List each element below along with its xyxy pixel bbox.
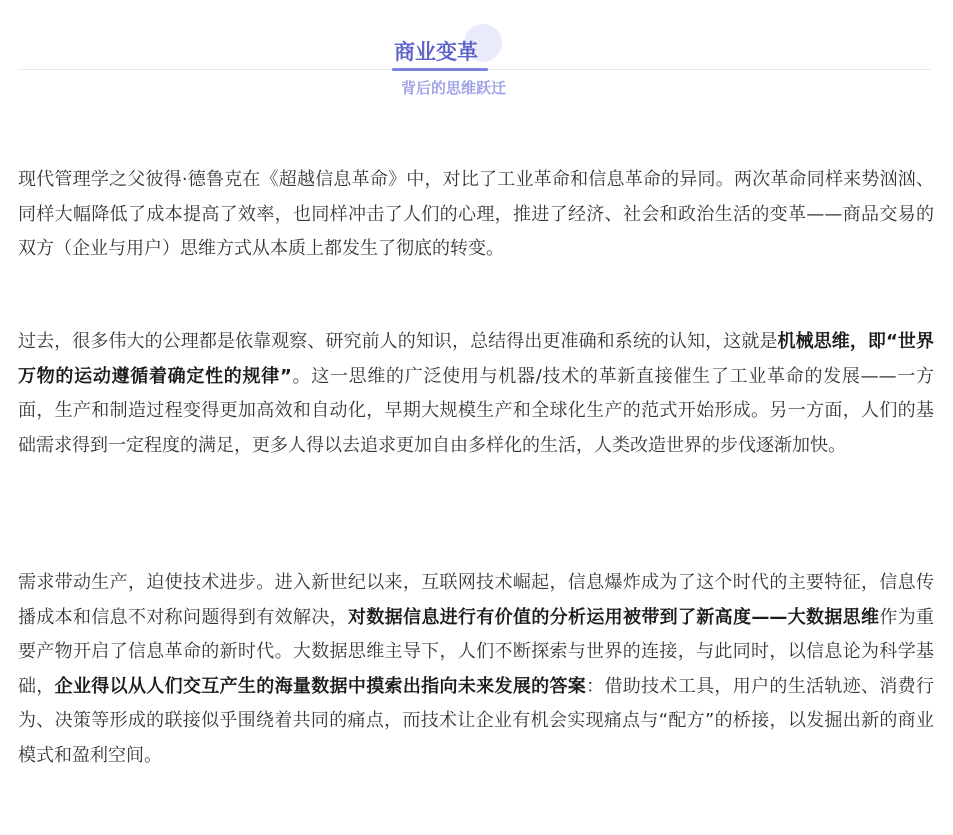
paragraph-segment: 过去，很多伟大的公理都是依靠观察、研究前人的知识，总结得出更准确和系统的认知，这就是 xyxy=(18,331,778,352)
section-header xyxy=(0,0,953,110)
title-underline xyxy=(392,68,488,71)
paragraph-1 xyxy=(18,163,934,267)
bold-highlight: 对数据信息进行有价值的分析运用被带到了新高度——大数据思维 xyxy=(348,606,880,628)
bold-highlight: 企业得以从人们交互产生的海量数据中摸索出指向未来发展的答案 xyxy=(54,675,587,697)
paragraph-segment: ：借助技术工具，用户的生活轨迹、消费行为、决策等形成的联接似乎围绕着共同的痛点，而技术让企业有机会实现痛点与“配方”的桥接，以发掘出新的商业模式和盈利空间。 xyxy=(18,675,935,766)
paragraph-3 xyxy=(18,566,934,773)
paragraph-segment: 作为重要产物开启了信息革命的新时代。大数据思维主导下，人们不断探索与世界的连接，与此同时，以信息论为科学基础， xyxy=(18,606,935,697)
paragraph-2 xyxy=(18,325,934,463)
paragraph-segment: 需求带动生产，迫使技术进步。进入新世纪以来，互联网技术崛起，信息爆炸成为了这个时代的主要特征，信息传播成本和信息不对称问题得到有效解决， xyxy=(18,572,934,628)
paragraph-segment: 。这一思维的广泛使用与机器/技术的革新直接催生了工业革命的发展——一方面，生产和制造过程变得更加高效和自动化，早期大规模生产和全球化生产的范式开始形成。另一方面，人们的基础需求得到一定程度的满足，更多人得以去追求更加自由多样化的生活，人类改造世界的步伐逐渐加快。 xyxy=(18,365,934,456)
section-subtitle: 背后的思维跃迁 xyxy=(401,79,507,97)
bold-highlight: 机械思维，即“世界万物的运动遵循着确定性的规律” xyxy=(18,331,934,387)
section-title: 商业变革 xyxy=(394,40,478,64)
paragraph-segment: 现代管理学之父彼得·德鲁克在《超越信息革命》中，对比了工业革命和信息革命的异同。两次革命同样来势汹汹、同样大幅降低了成本提高了效率，也同样冲击了人们的心理，推进了经济、社会和政治生活的变革——商品交易的双方（企业与用户）思维方式从本质上都发生了彻底的转变。 xyxy=(18,169,934,259)
